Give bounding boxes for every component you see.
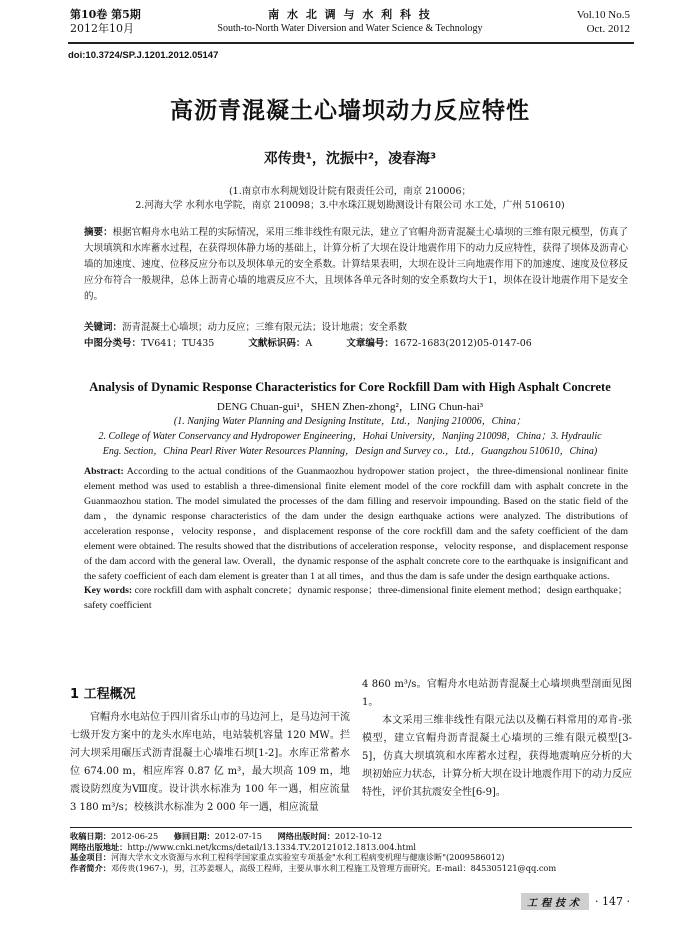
body-column-right (362, 676, 632, 802)
affiliation-en-2: 2. College of Water Conservancy and Hydropower Engineering，Hohai University，Nanjing 210098，China；3. Hydraulic (98, 431, 602, 442)
keywords-en (84, 583, 628, 613)
url-line (70, 842, 645, 853)
dates-line (70, 831, 645, 842)
keywords-en-text: core rockfill dam with asphalt concrete；dynamic response；three-dimensional finite element method；design earthquake；safety coefficient (84, 585, 628, 611)
affiliation-en-1: (1. Nanjing Water Planning and Designing Institute，Ltd.，Nanjing 210006，China； (173, 416, 527, 427)
abstract-cn (84, 225, 628, 305)
paper-title-en: Analysis of Dynamic Response Characteristics for Core Rockfill Dam with High Asphalt Concrete (89, 380, 611, 394)
received-label: 收稿日期： (70, 831, 111, 841)
header-volume-cn (70, 8, 141, 36)
page-number: · 147 · (595, 895, 630, 908)
paper-title-cn: 高沥青混凝土心墙坝动力反应特性 (170, 98, 530, 124)
body-paragraph-right-1: 4 860 m³/s。官帽舟水电站沥青混凝土心墙坝典型剖面见图 1。 (362, 679, 632, 708)
date-en: Oct. 2012 (586, 23, 630, 35)
article-number: 1672-1683(2012)05-0147-06 (393, 338, 532, 349)
journal-name-cn: 南 水 北 调 与 水 利 科 技 (268, 8, 432, 21)
abstract-en-label: Abstract: (84, 466, 124, 477)
affiliation-cn-1: (1.南京市水利规划设计院有限责任公司，南京 210006； (228, 186, 472, 197)
keywords-en-label: Key words: (84, 585, 133, 596)
url-label: 网络出版地址： (70, 841, 128, 852)
classification-line (84, 336, 628, 351)
online-label: 网络出版时间： (277, 831, 335, 841)
fund-line (70, 852, 645, 863)
authors-en: DENG Chuan-gui¹，SHEN Zhen-zhong²，LING Chun-hai³ (216, 401, 484, 413)
volume-issue-cn: 第10卷 第5期 (70, 8, 141, 21)
journal-name-en: South-to-North Water Diversion and Water Science & Technology (217, 23, 483, 34)
body-paragraph-right-2: 本文采用三维非线性有限元法以及椭石料常用的邓肯-张模型，建立官帽舟沥青混凝土心墙坝的三维有限元模型[3-5]，仿真大坝填筑和水库蓄水过程，获得地震响应分析的大坝初始应力状态，计算分析大坝在设计地震作用下的动力反应特性，评价其抗震安全性[6-9]。 (362, 715, 632, 798)
keywords-cn (84, 320, 628, 335)
doc-code-label: 文献标识码： (248, 338, 306, 349)
date-cn: 2012年10月 (70, 22, 134, 35)
clc-number: TV641；TU435 (141, 338, 215, 349)
article-number-label: 文章编号： (346, 338, 394, 349)
clc-label: 中图分类号： (84, 338, 142, 349)
affiliation-cn-2: 2.河海大学 水利水电学院，南京 210098；3.中水珠江规划勘测设计有限公司 水工处，广州 510610) (135, 200, 565, 211)
header-volume-en (577, 8, 630, 36)
keywords-cn-text: 沥青混凝土心墙坝；动力反应；三维有限元法；设计地震；安全系数 (122, 322, 408, 333)
abstract-en-text: According to the actual conditions of the Guanmaozhou hydropower station project，the three-dimensional nonlinear finite element method was used to establish a three-dimensional finite element model of the core rockfill dam with asphalt concrete in the Guanmaozhou station. The model simulated the processes of the dam filling and reservoir impounding. Based on the static field of the dam，the dynamic response characteristics of the dam under the design earthquake actions were analyzed. The distributions of acceleration response，velocity response，and displacement response of the core rockfill dam and the safety coefficient of the dam element were obtained. The results showed that the distributions of acceleration response，velocity response，and displacement response of the dam accord with the general law. Overall，the dynamic response of the asphalt concrete core to the earthquake is insignificant and the safety coefficient of each dam element is greater than 1 at all times，and thus the dam is safe under the design earthquake actions. (84, 466, 628, 582)
keywords-cn-label: 关键词： (84, 322, 123, 333)
doi[interactable]: doi:10.3724/SP.J.1201.2012.05147 (68, 50, 219, 61)
abstract-en (84, 464, 628, 584)
revised-label: 修回日期： (173, 831, 215, 841)
author-bio-text: 邓传贵(1967-)，男，江苏姜堰人，高级工程师，主要从事水利工程施工及管理方面研究。E-mail：845305121@qq.com (110, 862, 557, 873)
abstract-cn-label: 摘要： (84, 227, 113, 238)
body-paragraph-left: 官帽舟水电站位于四川省乐山市的马边河上，是马边河干流七级开发方案中的龙头水库电站，电站装机容量 120 MW。拦河大坝采用碾压式沥青混凝土心墙堆石坝[1-2]。水库正常蓄水位 674.00 m，相应库容 0.87 亿 m³，最大坝高 109 m，地震设防烈度为Ⅷ度。设计洪水标准为 100 年一遇，相应流量 3 180 m³/s；校核洪水标准为 2 000 年一遇，相应流量 (70, 712, 350, 813)
online-date: 2012-10-12 (334, 831, 383, 841)
section-label-badge: 工程技术 (521, 893, 589, 910)
body-column-left (70, 709, 350, 817)
authors-cn: 邓传贵¹，沈振中²，凌春海³ (263, 151, 437, 167)
fund-text: 河海大学水文水资源与水利工程科学国家重点实验室专项基金"水利工程病变机理与健康诊断"(2009586012) (110, 852, 505, 862)
online-url-link[interactable]: http://www.cnki.net/kcms/detail/13.1334.TV.20121012.1813.004.html (127, 841, 416, 852)
affiliation-en-3: Eng. Section，China Pearl River Water Resources Planning，Design and Survey co.，Ltd.，Guangzhou 510610，China) (102, 446, 598, 457)
header-journal (210, 8, 490, 36)
received-date: 2012-06-25 (110, 831, 159, 841)
abstract-cn-text: 根据官帽舟水电站工程的实际情况，采用三维非线性有限元法，建立了官帽舟沥青混凝土心墙坝的三维有限元模型，仿真了大坝填筑和水库蓄水过程，在获得坝体静力场的基础上，计算分析了大坝在设计地震作用下的动力反应特性，获得了坝体及沥青心墙的加速度、速度、位移反应分布以及坝体单元的安全系数。计算结果表明，大坝在设计三向地震作用下的加速度、速度及位移反应分布符合一般规律，总体上沥青心墙的地震反应不大，且坝体各单元各时刻的安全系数均大于1，坝体在设计地震作用下是安全的。 (84, 227, 628, 302)
volume-issue-en: Vol.10 No.5 (576, 9, 630, 21)
doc-code: A (305, 338, 313, 349)
header-rule (68, 42, 634, 44)
footnote-rule (70, 827, 632, 828)
revised-date: 2012-07-15 (214, 831, 262, 841)
page-footer (521, 893, 630, 910)
author-bio-label: 作者简介： (70, 862, 111, 873)
author-bio-line (70, 863, 645, 874)
footnotes (70, 831, 645, 873)
section-heading-1: 1 工程概况 (70, 687, 136, 702)
fund-label: 基金项目： (70, 852, 111, 862)
